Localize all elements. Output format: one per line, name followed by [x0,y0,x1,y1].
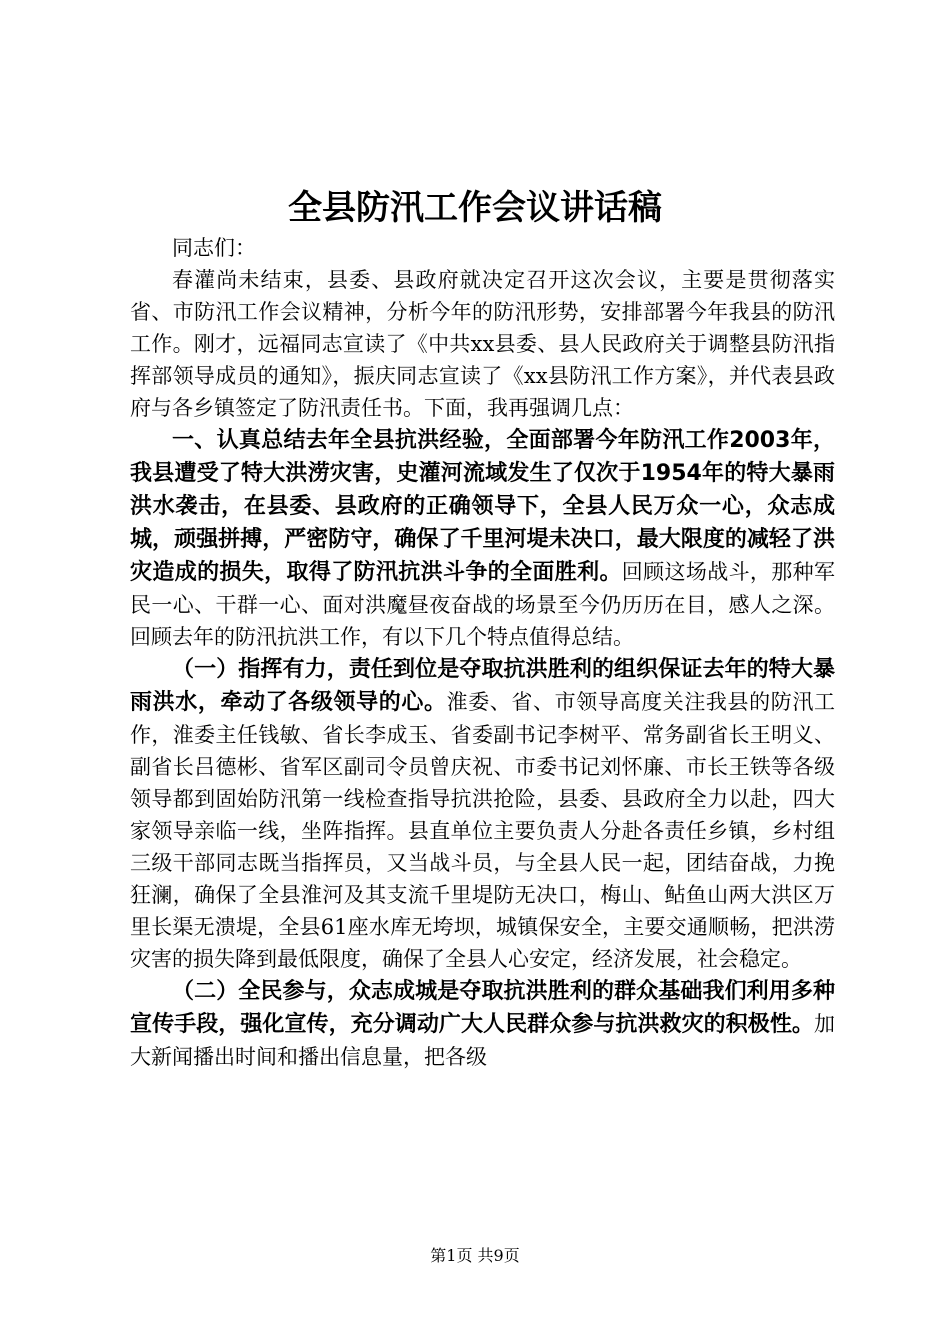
subsection-2-heading: （二）全民参与，众志成城是夺取抗洪胜利的群众基础我们利用多种宣传手段，强化宣传，充分调动广大人民群众参与抗洪救灾的积极性。 [130,979,835,1037]
paragraph-section-1 [130,424,835,653]
page-footer: 第1页 共9页 [430,1246,520,1265]
subsection-1-text: 淮委、省、市领导高度关注我县的防汛工作，淮委主任钱敏、省长李成玉、省委副书记李树平、常务副省长王明义、副省长吕德彬、省军区副司令员曾庆祝、市委书记刘怀廉、市长王铁等各级领导都到固始防汛第一线检查指导抗洪抢险，县委、县政府全力以赴，四大家领导亲临一线，坐阵指挥。县直单位主要负责人分赴各责任乡镇，乡村组三级干部同志既当指挥员，又当战斗员，与全县人民一起，团结奋战，力挽狂澜，确保了全县淮河及其支流千里堤防无决口，梅山、鲇鱼山两大洪区万里长渠无溃堤，全县61座水库无垮坝，城镇保安全，主要交通顺畅，把洪涝灾害的损失降到最低限度，确保了全县人心安定，经济发展，社会稳定。 [130,690,835,971]
subsection-1-heading: （一）指挥有力，责任到位是夺取抗洪胜利的组织保证去年的特大暴雨洪水，牵动了各级领导的心。 [130,657,835,715]
paragraph-intro-text: 春灌尚未结束，县委、县政府就决定召开这次会议，主要是贯彻落实省、市防汛工作会议精神，分析今年的防汛形势，安排部署今年我县的防汛工作。刚才，远福同志宣读了《中共xx县委、县人民政府关于调整县防汛指挥部领导成员的通知》，振庆同志宣读了《xx县防汛工作方案》，并代表县政府与各乡镇签定了防汛责任书。下面，我再强调几点： [130,268,835,420]
document-title: 全县防汛工作会议讲话稿 [288,188,662,228]
section-1-text: 回顾这场战斗，那种军民一心、干群一心、面对洪魔昼夜奋战的场景至今仍历历在目，感人之深。回顾去年的防汛抗洪工作，有以下几个特点值得总结。 [130,560,835,649]
salutation: 同志们： [172,236,256,260]
document-body [130,232,835,1073]
section-1-heading: 一、认真总结去年全县抗洪经验，全面部署今年防汛工作2003年，我县遭受了特大洪涝灾害，史灌河流域发生了仅次于1954年的特大暴雨洪水袭击，在县委、县政府的正确领导下，全县人民万众一心，众志成城，顽强拼搏，严密防守，确保了千里河堤未决口，最大限度的减轻了洪灾造成的损失，取得了防汛抗洪斗争的全面胜利。 [130,428,835,585]
subsection-2-text: 加大新闻播出时间和播出信息量，把各级 [130,1012,835,1069]
paragraph-subsection-1 [130,653,835,975]
paragraph-subsection-2 [130,975,835,1073]
paragraph-intro [130,264,835,424]
